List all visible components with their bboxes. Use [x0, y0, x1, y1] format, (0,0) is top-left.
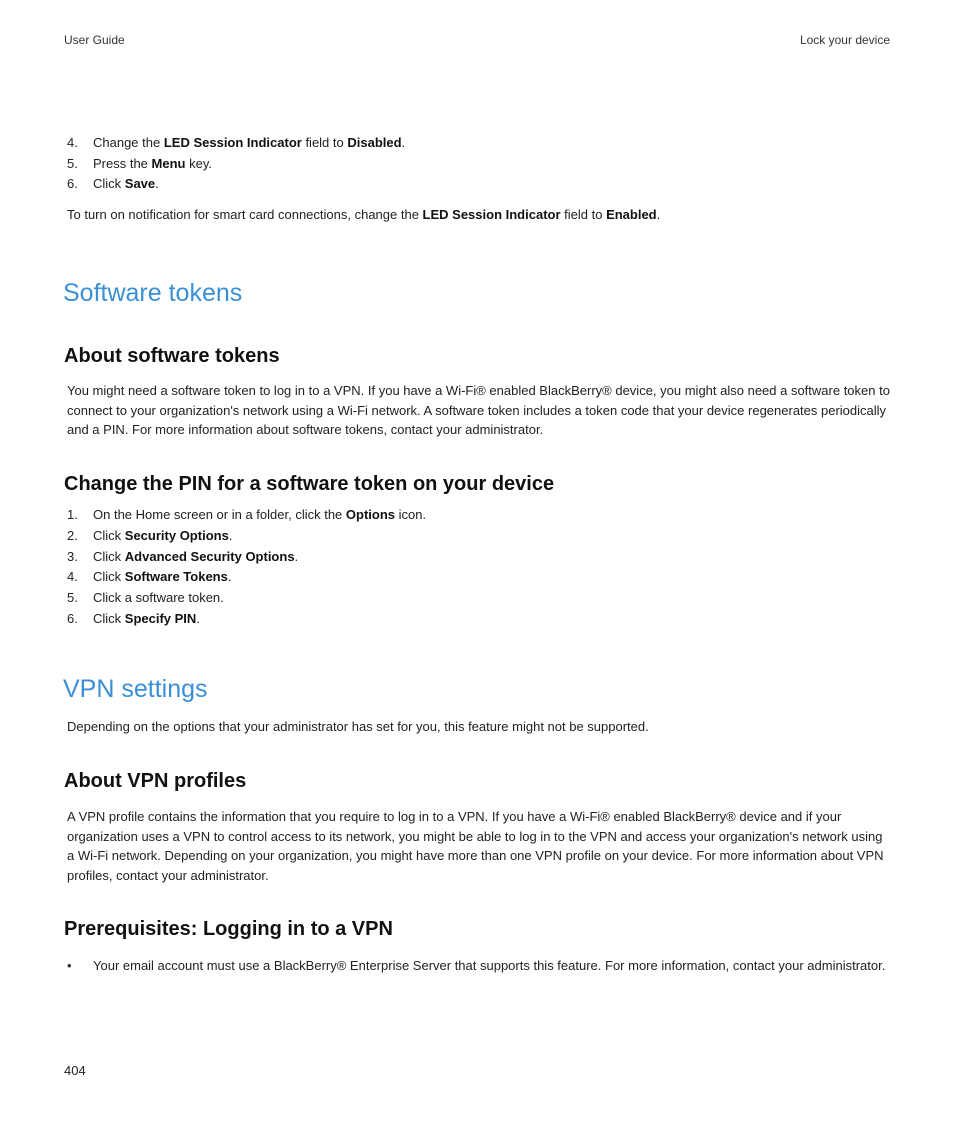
step-bold-text: Software Tokens: [124, 569, 228, 584]
step-number: 2.: [67, 528, 78, 543]
paragraph-about-software-tokens: You might need a software token to log in to a VPN. If you have a Wi-Fi® enabled BlackBerry® device, you might also need a software token to connect to your organization's network using a Wi-Fi network. A software token includes a token code that your device regenerates periodically and a PIN. For more information about software tokens, contact your administrator.: [67, 383, 890, 437]
bullet-text: Your email account must use a BlackBerry® Enterprise Server that supports this feature. For more information, contact your administrator.: [93, 958, 886, 973]
step-bold-text: Save: [124, 176, 156, 191]
step-text: .: [227, 569, 232, 584]
note-bold-text: Enabled: [606, 207, 657, 222]
list-item: [67, 588, 224, 608]
step-text: field to: [301, 135, 348, 150]
list-item: [67, 174, 159, 194]
bullet-icon: •: [67, 958, 72, 973]
step-text: Change the: [93, 135, 164, 150]
note-text: field to: [560, 207, 607, 222]
header-section-title: Lock your device: [799, 33, 890, 47]
step-number: 4.: [67, 569, 78, 584]
list-item: [67, 526, 232, 546]
step-bold-text: Options: [345, 507, 396, 522]
note-text: .: [656, 207, 661, 222]
step-text: Click: [93, 176, 125, 191]
step-text: Click: [93, 549, 125, 564]
list-item: [67, 154, 212, 174]
page-number: 404: [64, 1063, 86, 1078]
step-number: 3.: [67, 549, 78, 564]
heading-about-software-tokens: About software tokens: [64, 345, 280, 367]
step-text: icon.: [395, 507, 427, 522]
step-number: 5.: [67, 590, 78, 605]
heading-about-vpn-profiles: About VPN profiles: [64, 770, 247, 792]
step-text: .: [196, 611, 200, 626]
heading-prerequisites-vpn: Prerequisites: Logging in to a VPN: [64, 918, 393, 940]
heading-change-pin: Change the PIN for a software token on your device: [64, 473, 555, 495]
list-item: [67, 567, 231, 587]
section-title-vpn-settings: VPN settings: [63, 675, 208, 703]
step-number: 6.: [67, 611, 78, 626]
note-text: To turn on notification for smart card connections, change the: [67, 207, 423, 222]
step-bold-text: Advanced Security Options: [124, 549, 295, 564]
step-text: On the Home screen or in a folder, click the: [93, 507, 346, 522]
step-number: 1.: [67, 507, 78, 522]
step-text: key.: [185, 156, 212, 171]
paragraph-about-vpn-profiles: A VPN profile contains the information that you require to log in to a VPN. If you have a Wi-Fi® enabled BlackBerry® device and if your organization uses a VPN to control access to its network, you might be able to log in to the VPN and access your organization's network using a Wi-Fi network. Depending on your organization, you might have more than one VPN profile on your device. For more information about VPN profiles, contact your administrator.: [67, 809, 884, 883]
intro-note: [67, 205, 660, 225]
step-text: Click a software token.: [93, 590, 224, 605]
step-number: 4.: [67, 135, 78, 150]
step-text: .: [401, 135, 406, 150]
step-text: .: [294, 549, 299, 564]
step-bold-text: Specify PIN: [124, 611, 197, 626]
header-document-title: User Guide: [64, 33, 125, 47]
note-bold-text: LED Session Indicator: [422, 207, 561, 222]
paragraph-vpn-note: Depending on the options that your administrator has set for you, this feature might not be supported.: [67, 719, 649, 734]
step-text: Click: [93, 611, 125, 626]
section-title-software-tokens: Software tokens: [63, 279, 243, 307]
list-item: [67, 956, 885, 976]
step-bold-text: Menu: [151, 156, 186, 171]
step-text: Click: [93, 528, 125, 543]
step-text: .: [228, 528, 233, 543]
step-text: .: [155, 176, 159, 191]
list-item: [67, 133, 405, 153]
list-item: [67, 547, 298, 567]
step-number: 6.: [67, 176, 78, 191]
step-number: 5.: [67, 156, 78, 171]
list-item: [67, 609, 200, 629]
list-item: [67, 505, 426, 525]
step-bold-text: LED Session Indicator: [163, 135, 302, 150]
step-text: Click: [93, 569, 125, 584]
step-text: Press the: [93, 156, 152, 171]
step-bold-text: Disabled: [347, 135, 402, 150]
step-bold-text: Security Options: [124, 528, 229, 543]
